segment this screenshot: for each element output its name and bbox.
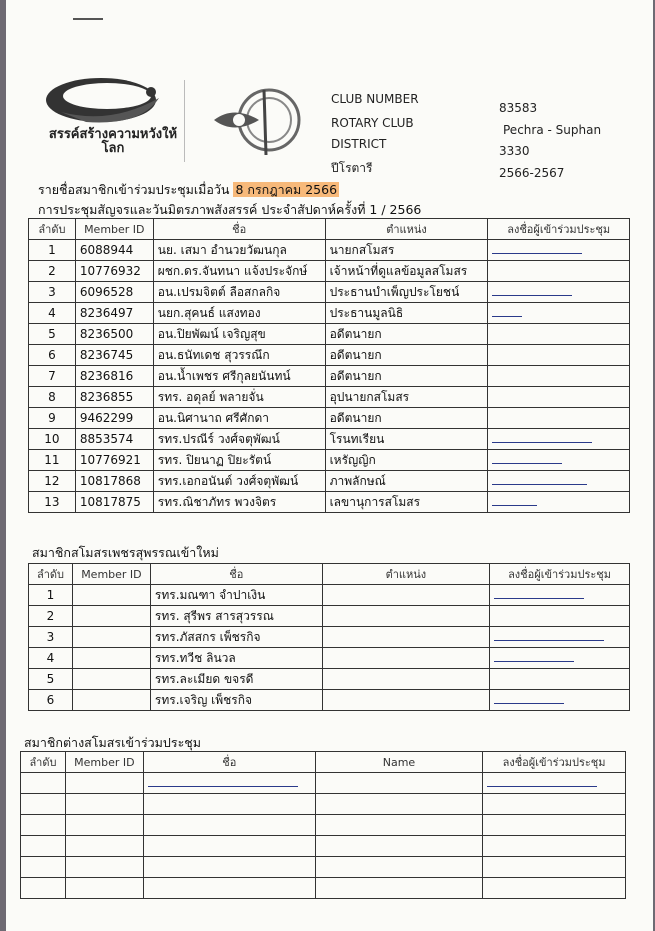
member-name bbox=[143, 794, 315, 815]
handwritten-signature bbox=[494, 640, 604, 641]
member-id bbox=[72, 690, 150, 711]
member-id: 10817875 bbox=[75, 492, 153, 513]
signature-cell bbox=[488, 450, 630, 471]
row-number: 2 bbox=[29, 261, 76, 282]
handwritten-signature bbox=[492, 442, 592, 443]
member-id: 8236500 bbox=[75, 324, 153, 345]
member-id bbox=[72, 627, 150, 648]
table-row bbox=[29, 585, 630, 606]
table-row bbox=[29, 324, 630, 345]
table-row bbox=[29, 366, 630, 387]
member-name: รทร. ปิยนาฏ ปิยะรัตน์ bbox=[153, 450, 325, 471]
rotary-year-value: 2566-2567 bbox=[499, 166, 565, 180]
new-members-title: สมาชิกสโมสรเพชรสุพรรณเข้าใหม่ bbox=[32, 545, 219, 560]
member-name: อน.ปิยพัฒน์ เจริญสุข bbox=[153, 324, 325, 345]
member-position: ประธานบำเพ็ญประโยชน์ bbox=[325, 282, 488, 303]
handwritten-signature bbox=[494, 661, 574, 662]
col-header-member-id: Member ID bbox=[72, 564, 150, 585]
col-header-member-id: Member ID bbox=[65, 752, 143, 773]
row-number: 4 bbox=[29, 648, 73, 669]
row-number: 6 bbox=[29, 345, 76, 366]
row-number: 5 bbox=[29, 324, 76, 345]
new-members-table bbox=[28, 563, 630, 711]
col-header-name: ชื่อ bbox=[150, 564, 322, 585]
signature-cell bbox=[488, 240, 630, 261]
member-name: รทร.มณฑา จำปาเงิน bbox=[150, 585, 322, 606]
col-header-no: ลำดับ bbox=[29, 219, 76, 240]
signature-cell bbox=[488, 324, 630, 345]
handwritten-signature bbox=[492, 505, 537, 506]
signature-cell bbox=[488, 387, 630, 408]
member-position: โรนทเรียน bbox=[325, 429, 488, 450]
member-name: นย. เสมา อำนวยวัฒนกุล bbox=[153, 240, 325, 261]
member-id: 6088944 bbox=[75, 240, 153, 261]
member-position: อดีตนายก bbox=[325, 345, 488, 366]
member-id: 9462299 bbox=[75, 408, 153, 429]
table-row bbox=[21, 857, 626, 878]
signature-cell bbox=[490, 690, 630, 711]
table-row bbox=[21, 794, 626, 815]
table-row bbox=[29, 606, 630, 627]
row-number: 12 bbox=[29, 471, 76, 492]
table-row bbox=[29, 450, 630, 471]
table-row bbox=[29, 261, 630, 282]
guest-members-title: สมาชิกต่างสโมสรเข้าร่วมประชุม bbox=[24, 735, 202, 750]
signature-cell bbox=[488, 492, 630, 513]
rotary-year-label: ปีโรตารี bbox=[331, 161, 373, 175]
handwritten-signature bbox=[492, 295, 572, 296]
member-position: ประธานมูลนิธิ bbox=[325, 303, 488, 324]
row-number: 11 bbox=[29, 450, 76, 471]
member-id: 10776932 bbox=[75, 261, 153, 282]
table-row bbox=[29, 492, 630, 513]
member-name: รทร.ทวีช ลินวล bbox=[150, 648, 322, 669]
member-id bbox=[72, 606, 150, 627]
member-name: รทร. อดุลย์ พลายจั่น bbox=[153, 387, 325, 408]
row-number: 13 bbox=[29, 492, 76, 513]
meeting-date: 8 กรกฎาคม 2566 bbox=[235, 182, 338, 197]
table-row bbox=[29, 387, 630, 408]
member-id bbox=[65, 857, 143, 878]
club-number-value: 83583 bbox=[499, 101, 538, 115]
member-name: อน.น้ำเพชร ศรีกุลยนันทน์ bbox=[153, 366, 325, 387]
col-header-no: ลำดับ bbox=[21, 752, 66, 773]
row-number bbox=[21, 815, 66, 836]
signature-cell bbox=[488, 303, 630, 324]
member-id bbox=[65, 878, 143, 899]
signature-cell bbox=[488, 471, 630, 492]
member-id bbox=[65, 794, 143, 815]
table-row bbox=[29, 627, 630, 648]
table-row bbox=[29, 282, 630, 303]
signature-cell bbox=[483, 836, 626, 857]
member-position bbox=[322, 606, 489, 627]
member-name: รทร.ปรณีร์ วงศ์จตุพัฒน์ bbox=[153, 429, 325, 450]
member-name: รทร.เอกอนันต์ วงศ์จตุพัฒน์ bbox=[153, 471, 325, 492]
logo-slogan: สรรค์สร้างความหวังให้โลก bbox=[48, 127, 178, 156]
district-label: DISTRICT bbox=[331, 137, 387, 151]
handwritten-signature bbox=[494, 703, 564, 704]
table-row bbox=[29, 303, 630, 324]
member-id bbox=[65, 773, 143, 794]
row-number: 3 bbox=[29, 627, 73, 648]
member-name: นยก.สุคนธ์ แสงทอง bbox=[153, 303, 325, 324]
row-number: 5 bbox=[29, 669, 73, 690]
members-table-body bbox=[29, 240, 630, 513]
signature-cell bbox=[483, 857, 626, 878]
table-row bbox=[29, 471, 630, 492]
handwritten-signature bbox=[492, 463, 562, 464]
member-position: ภาพลักษณ์ bbox=[325, 471, 488, 492]
row-number: 7 bbox=[29, 366, 76, 387]
row-number: 6 bbox=[29, 690, 73, 711]
col-header-signature: ลงชื่อผู้เข้าร่วมประชุม bbox=[488, 219, 630, 240]
handwritten-signature bbox=[487, 786, 597, 787]
handwritten-signature bbox=[492, 253, 582, 254]
table-row bbox=[21, 836, 626, 857]
meeting-date-title bbox=[38, 180, 339, 200]
signature-cell bbox=[490, 669, 630, 690]
member-id bbox=[72, 669, 150, 690]
member-position: อดีตนายก bbox=[325, 366, 488, 387]
member-name: รทร.ณิชาภัทร พวงจิตร bbox=[153, 492, 325, 513]
signature-cell bbox=[490, 648, 630, 669]
col-header-signature: ลงชื่อผู้เข้าร่วมประชุม bbox=[483, 752, 626, 773]
member-name: รทร.ภัสสกร เพ็ชรกิจ bbox=[150, 627, 322, 648]
table-row bbox=[21, 773, 626, 794]
table-row bbox=[29, 429, 630, 450]
member-name: รทร. สุรีพร สารสุวรรณ bbox=[150, 606, 322, 627]
signature-cell bbox=[488, 282, 630, 303]
row-number: 8 bbox=[29, 387, 76, 408]
member-id: 8236497 bbox=[75, 303, 153, 324]
member-name-en bbox=[315, 773, 482, 794]
member-id bbox=[72, 648, 150, 669]
guest-members-table-body bbox=[21, 773, 626, 899]
col-header-no: ลำดับ bbox=[29, 564, 73, 585]
member-name: ผชก.ดร.จันทนา แจ้งประจักษ์ bbox=[153, 261, 325, 282]
document-page bbox=[6, 0, 653, 931]
member-id: 8236816 bbox=[75, 366, 153, 387]
col-header-position: ตำแหน่ง bbox=[325, 219, 488, 240]
club-emblem-logo bbox=[194, 80, 319, 160]
member-name-en bbox=[315, 878, 482, 899]
member-id: 8853574 bbox=[75, 429, 153, 450]
member-name-en bbox=[315, 794, 482, 815]
meeting-description: การประชุมสัญจรและวันมิตรภาพสังสรรค์ ประจำสัปดาห์ครั้งที่ 1 / 2566 bbox=[38, 202, 422, 217]
col-header-name-en: Name bbox=[315, 752, 482, 773]
member-position: เหรัญญิก bbox=[325, 450, 488, 471]
table-row bbox=[21, 878, 626, 899]
row-number: 4 bbox=[29, 303, 76, 324]
member-name bbox=[143, 857, 315, 878]
row-number bbox=[21, 794, 66, 815]
table-row bbox=[29, 690, 630, 711]
table-row bbox=[29, 669, 630, 690]
member-id: 8236855 bbox=[75, 387, 153, 408]
member-name-en bbox=[315, 815, 482, 836]
signature-cell bbox=[483, 794, 626, 815]
member-name bbox=[143, 878, 315, 899]
member-name bbox=[143, 773, 315, 794]
signature-cell bbox=[483, 878, 626, 899]
member-name bbox=[143, 815, 315, 836]
row-number: 9 bbox=[29, 408, 76, 429]
member-name: รทร.ละเมียด ขจรดี bbox=[150, 669, 322, 690]
member-name-en bbox=[315, 836, 482, 857]
member-position bbox=[322, 648, 489, 669]
member-id: 6096528 bbox=[75, 282, 153, 303]
member-position bbox=[322, 585, 489, 606]
member-position: อดีตนายก bbox=[325, 324, 488, 345]
member-position: อุปนายกสโมสร bbox=[325, 387, 488, 408]
row-number: 3 bbox=[29, 282, 76, 303]
table-row bbox=[29, 408, 630, 429]
row-number bbox=[21, 857, 66, 878]
member-position bbox=[322, 627, 489, 648]
signature-cell bbox=[488, 345, 630, 366]
col-header-position: ตำแหน่ง bbox=[322, 564, 489, 585]
member-id: 10776921 bbox=[75, 450, 153, 471]
table-row bbox=[29, 345, 630, 366]
handwritten-signature bbox=[492, 484, 587, 485]
member-name: อน.เปรมจิตต์ ลือสกลกิจ bbox=[153, 282, 325, 303]
row-number bbox=[21, 836, 66, 857]
club-number-label: CLUB NUMBER bbox=[331, 92, 419, 106]
row-number bbox=[21, 878, 66, 899]
table-row bbox=[29, 648, 630, 669]
row-number bbox=[21, 773, 66, 794]
signature-cell bbox=[490, 627, 630, 648]
guest-members-table bbox=[20, 751, 626, 899]
handwritten-signature bbox=[492, 316, 522, 317]
member-position: นายกสโมสร bbox=[325, 240, 488, 261]
col-header-name: ชื่อ bbox=[153, 219, 325, 240]
rotary-club-value: Pechra - Suphan bbox=[503, 123, 602, 137]
signature-cell bbox=[490, 585, 630, 606]
member-name: อน.ธนัทเดช สุวรรณึก bbox=[153, 345, 325, 366]
signature-cell bbox=[488, 261, 630, 282]
row-number: 1 bbox=[29, 585, 73, 606]
new-members-table-body bbox=[29, 585, 630, 711]
dash-mark bbox=[73, 18, 103, 20]
member-name bbox=[143, 836, 315, 857]
signature-cell bbox=[483, 815, 626, 836]
table-row bbox=[29, 240, 630, 261]
title-prefix: รายชื่อสมาชิกเข้าร่วมประชุมเมื่อวัน bbox=[38, 182, 230, 197]
handwritten-signature bbox=[494, 598, 584, 599]
signature-cell bbox=[488, 429, 630, 450]
row-number: 2 bbox=[29, 606, 73, 627]
member-name: รทร.เจริญ เพ็ชรกิจ bbox=[150, 690, 322, 711]
signature-cell bbox=[488, 408, 630, 429]
divider bbox=[184, 80, 185, 162]
row-number: 10 bbox=[29, 429, 76, 450]
member-id: 8236745 bbox=[75, 345, 153, 366]
district-value: 3330 bbox=[499, 144, 530, 158]
rotary-club-label: ROTARY CLUB bbox=[331, 116, 414, 130]
member-id bbox=[65, 836, 143, 857]
member-position bbox=[322, 669, 489, 690]
member-position bbox=[322, 690, 489, 711]
member-position: เจ้าหน้าที่ดูแลข้อมูลสโมสร bbox=[325, 261, 488, 282]
signature-cell bbox=[483, 773, 626, 794]
members-table bbox=[28, 218, 630, 513]
col-header-name: ชื่อ bbox=[143, 752, 315, 773]
member-id bbox=[65, 815, 143, 836]
member-name: อน.นิศานาถ ศรีศักดา bbox=[153, 408, 325, 429]
table-row bbox=[21, 815, 626, 836]
member-name-en bbox=[315, 857, 482, 878]
col-header-signature: ลงชื่อผู้เข้าร่วมประชุม bbox=[490, 564, 630, 585]
member-id bbox=[72, 585, 150, 606]
member-id: 10817868 bbox=[75, 471, 153, 492]
handwritten-name bbox=[148, 786, 298, 787]
member-position: อดีตนายก bbox=[325, 408, 488, 429]
row-number: 1 bbox=[29, 240, 76, 261]
signature-cell bbox=[490, 606, 630, 627]
col-header-member-id: Member ID bbox=[75, 219, 153, 240]
signature-cell bbox=[488, 366, 630, 387]
member-position: เลขานุการสโมสร bbox=[325, 492, 488, 513]
